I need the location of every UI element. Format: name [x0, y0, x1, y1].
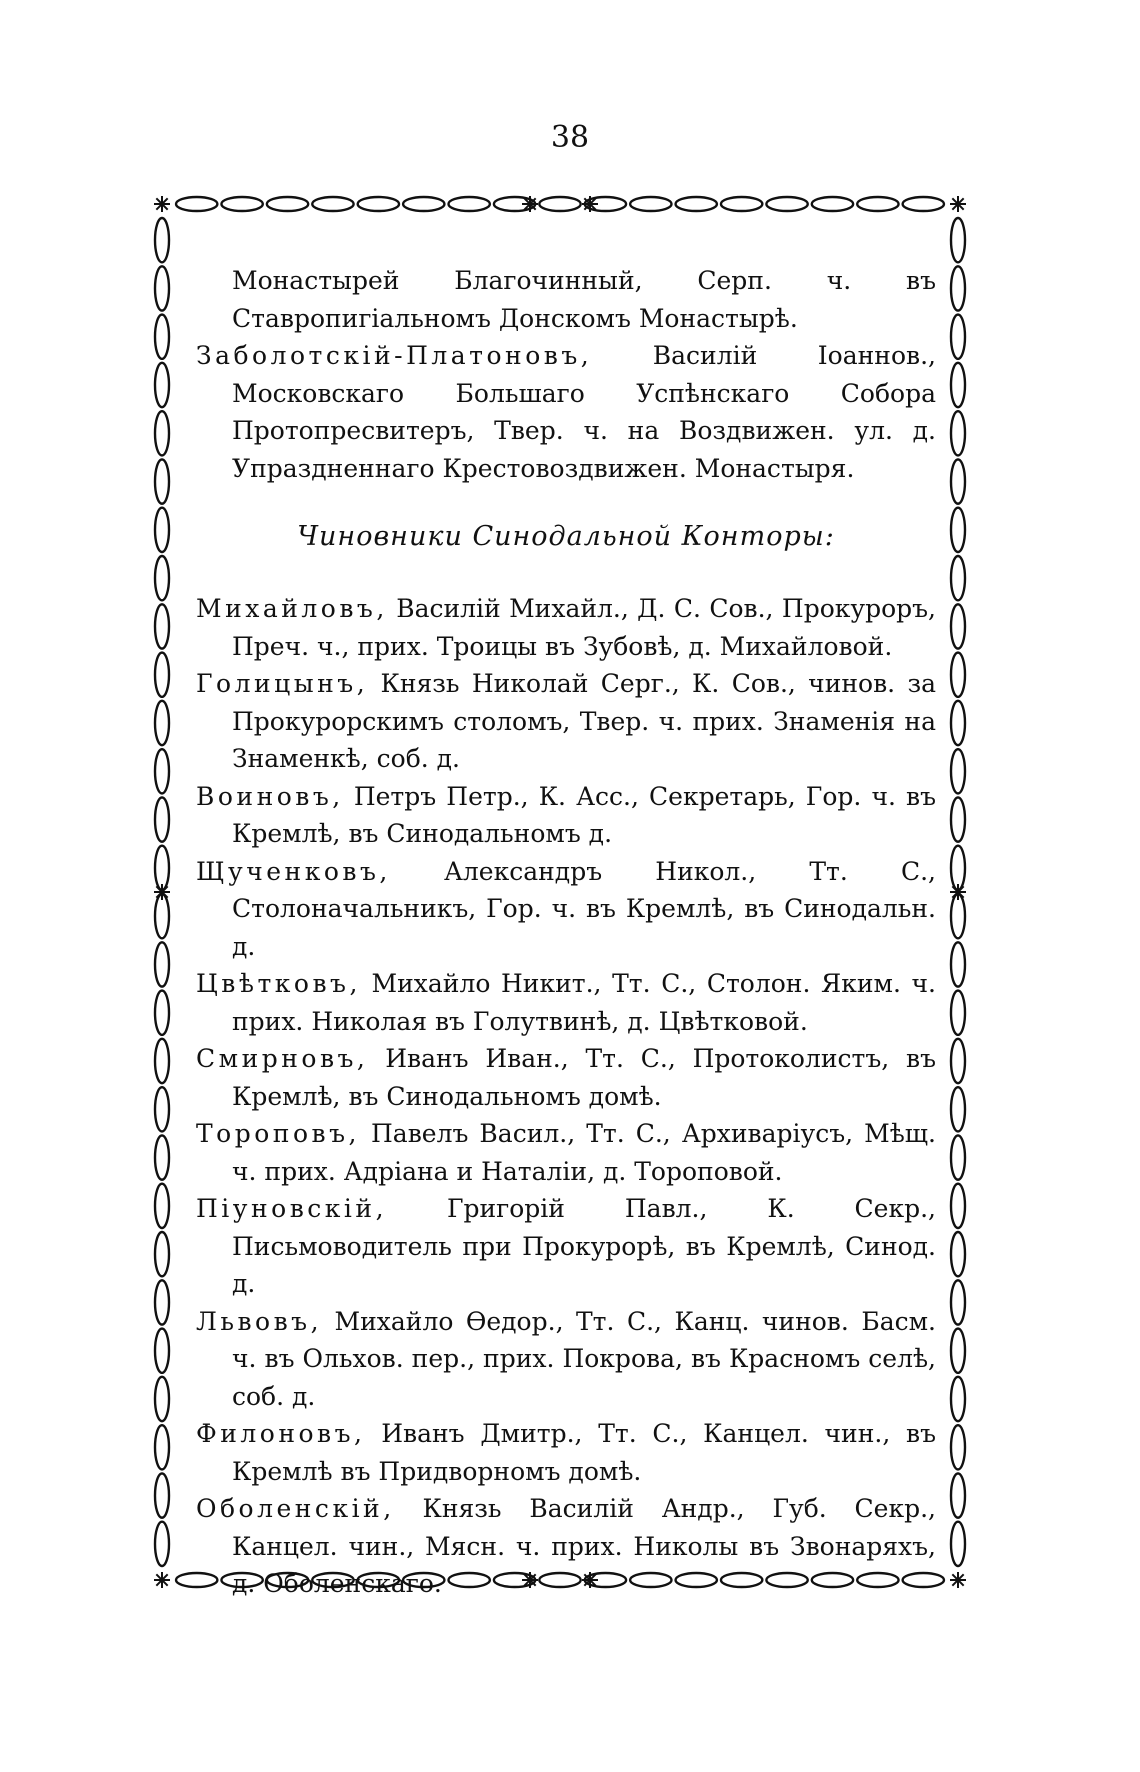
border-link-left	[155, 749, 169, 793]
page-number: 38	[550, 120, 590, 155]
list-item	[196, 590, 936, 665]
mid-asterisk-icon	[950, 884, 966, 900]
list-item	[196, 853, 936, 966]
border-link-right	[951, 1425, 965, 1469]
border-link-top	[812, 197, 853, 211]
entry-name: Голицынъ,	[196, 669, 369, 698]
border-link-right	[951, 1232, 965, 1276]
border-link-left	[155, 653, 169, 697]
border-link-left	[155, 1377, 169, 1421]
border-link-top	[221, 197, 262, 211]
entry-name: Оболенскій,	[196, 1494, 395, 1523]
border-link-top	[403, 197, 444, 211]
list-item	[196, 665, 936, 778]
border-link-top	[676, 197, 717, 211]
border-link-right	[951, 1329, 965, 1373]
border-link-right	[951, 315, 965, 359]
border-link-left	[155, 942, 169, 986]
entry-text: Василій Михайл., Д. С. Сов., Прокуроръ, Преч. ч., прих. Троицы въ Зубовѣ, д. Михайловой.	[232, 594, 936, 661]
mid-asterisk-icon	[582, 196, 598, 212]
entry-text: Михайло Никит., Тт. С., Столон. Яким. ч. прих. Николая въ Голутвинѣ, д. Цвѣтковой.	[232, 969, 936, 1036]
border-link-top	[312, 197, 353, 211]
section-heading: Чиновники Синодальной Конторы:	[297, 521, 835, 552]
border-link-right	[951, 1087, 965, 1131]
list-item	[196, 778, 936, 853]
entry-text: Петръ Петр., К. Асс., Секретарь, Гор. ч. въ Кремлѣ, въ Синодальномъ д.	[232, 781, 936, 848]
border-link-left	[155, 846, 169, 890]
border-link-left	[155, 1184, 169, 1228]
border-link-left	[155, 1329, 169, 1373]
border-link-left	[155, 1473, 169, 1517]
border-link-top	[539, 197, 580, 211]
border-link-right	[951, 894, 965, 938]
border-link-top	[766, 197, 807, 211]
entry-name: Филоновъ,	[196, 1419, 366, 1448]
border-link-top	[721, 197, 762, 211]
entry-text: Князь Николай Серг., К. Сов., чинов. за Прокурорскимъ столомъ, Твер. ч. прих. Знаменія на Знаменкѣ, соб. д.	[232, 669, 936, 773]
border-link-left	[155, 701, 169, 745]
corner-asterisk-icon	[154, 1572, 170, 1588]
border-link-right	[951, 508, 965, 552]
border-link-left	[155, 411, 169, 455]
border-link-left	[155, 604, 169, 648]
entry-text: Иванъ Дмитр., Тт. С., Канцел. чин., въ Кремлѣ въ Придворномъ домѣ.	[232, 1419, 936, 1486]
border-link-right	[951, 701, 965, 745]
list-item	[196, 1490, 936, 1603]
entry-name: Піуновскій,	[196, 1194, 388, 1223]
border-link-left	[155, 1087, 169, 1131]
border-link-top	[267, 197, 308, 211]
entry-name: Тороповъ,	[196, 1119, 360, 1148]
border-link-top	[903, 197, 944, 211]
border-link-right	[951, 846, 965, 890]
border-link-right	[951, 218, 965, 262]
entry-name: Цвѣтковъ,	[196, 969, 361, 998]
border-link-right	[951, 797, 965, 841]
list-item	[196, 1115, 936, 1190]
border-link-right	[951, 749, 965, 793]
border-link-right	[951, 1184, 965, 1228]
border-link-right	[951, 1280, 965, 1324]
entry-text: Григорій Павл., К. Секр., Письмоводитель при Прокурорѣ, въ Кремлѣ, Синод. д.	[232, 1194, 936, 1298]
entry-text: Князь Василій Андр., Губ. Секр., Канцел. чин., Мясн. ч. прих. Николы въ Звонаряхъ, д. Оболенскаго.	[232, 1494, 936, 1598]
entry-name: Щученковъ,	[196, 856, 391, 886]
border-link-top	[358, 197, 399, 211]
border-link-left	[155, 459, 169, 503]
mid-asterisk-icon	[522, 196, 538, 212]
entry-text: Александръ Никол., Тт. С., Столоначальникъ, Гор. ч. въ Кремлѣ, въ Синодальн. д.	[232, 856, 936, 961]
border-link-left	[155, 1039, 169, 1083]
entry-name: Воиновъ,	[196, 781, 344, 811]
border-link-right	[951, 991, 965, 1035]
entry-continuation: Монастырей Благочинный, Серп. ч. въ Ставропигіальномъ Донскомъ Монастырѣ.	[232, 266, 936, 333]
mid-asterisk-icon	[154, 884, 170, 900]
border-link-left	[155, 1522, 169, 1566]
border-link-left	[155, 991, 169, 1035]
border-link-right	[951, 459, 965, 503]
border-link-right	[951, 1522, 965, 1566]
border-link-left	[155, 1425, 169, 1469]
entry-text: Павелъ Васил., Тт. С., Архиваріусъ, Мѣщ. ч. прих. Адріана и Наталіи, д. Тороповой.	[232, 1119, 936, 1186]
border-link-left	[155, 556, 169, 600]
border-link-right	[951, 556, 965, 600]
border-link-left	[155, 1135, 169, 1179]
border-link-left	[155, 508, 169, 552]
border-link-right	[951, 1377, 965, 1421]
entry-name: Смирновъ,	[196, 1044, 369, 1073]
list-item	[196, 1040, 936, 1115]
border-link-right	[951, 604, 965, 648]
border-link-top	[448, 197, 489, 211]
corner-asterisk-icon	[154, 196, 170, 212]
border-link-left	[155, 218, 169, 262]
entries-list	[196, 590, 936, 1603]
border-link-top	[176, 197, 217, 211]
corner-asterisk-icon	[950, 1572, 966, 1588]
border-link-left	[155, 363, 169, 407]
border-link-right	[951, 1473, 965, 1517]
border-link-right	[951, 266, 965, 310]
page-content	[196, 262, 936, 1603]
entry-zabolotsky: Заболотскій-Платоновъ, Василій Іоаннов., Московскаго Большаго Успѣнскаго Собора Протопресвитеръ, Твер. ч. на Воздвижен. ул. д. Упраздненнаго Крестовоздвижен. Монастыря.	[196, 341, 936, 483]
entry-text: Михайло Өедор., Тт. С., Канц. чинов. Басм. ч. въ Ольхов. пер., прих. Покрова, въ Красномъ селѣ, соб. д.	[232, 1306, 936, 1411]
border-link-right	[951, 363, 965, 407]
list-item	[196, 965, 936, 1040]
list-item	[196, 1190, 936, 1303]
border-link-left	[155, 315, 169, 359]
border-link-left	[155, 797, 169, 841]
border-link-top	[857, 197, 898, 211]
border-link-right	[951, 411, 965, 455]
border-link-left	[155, 894, 169, 938]
border-link-left	[155, 1232, 169, 1276]
border-link-left	[155, 1280, 169, 1324]
entry-name: Михайловъ,	[196, 594, 388, 623]
corner-asterisk-icon	[950, 196, 966, 212]
border-link-right	[951, 1135, 965, 1179]
border-link-right	[951, 1039, 965, 1083]
list-item	[196, 1415, 936, 1490]
border-link-right	[951, 653, 965, 697]
entry-name: Львовъ,	[196, 1306, 323, 1336]
entry-text: Иванъ Иван., Тт. С., Протоколистъ, въ Кремлѣ, въ Синодальномъ домѣ.	[232, 1044, 936, 1111]
border-link-right	[951, 942, 965, 986]
border-link-top	[630, 197, 671, 211]
list-item	[196, 1303, 936, 1416]
border-link-left	[155, 266, 169, 310]
